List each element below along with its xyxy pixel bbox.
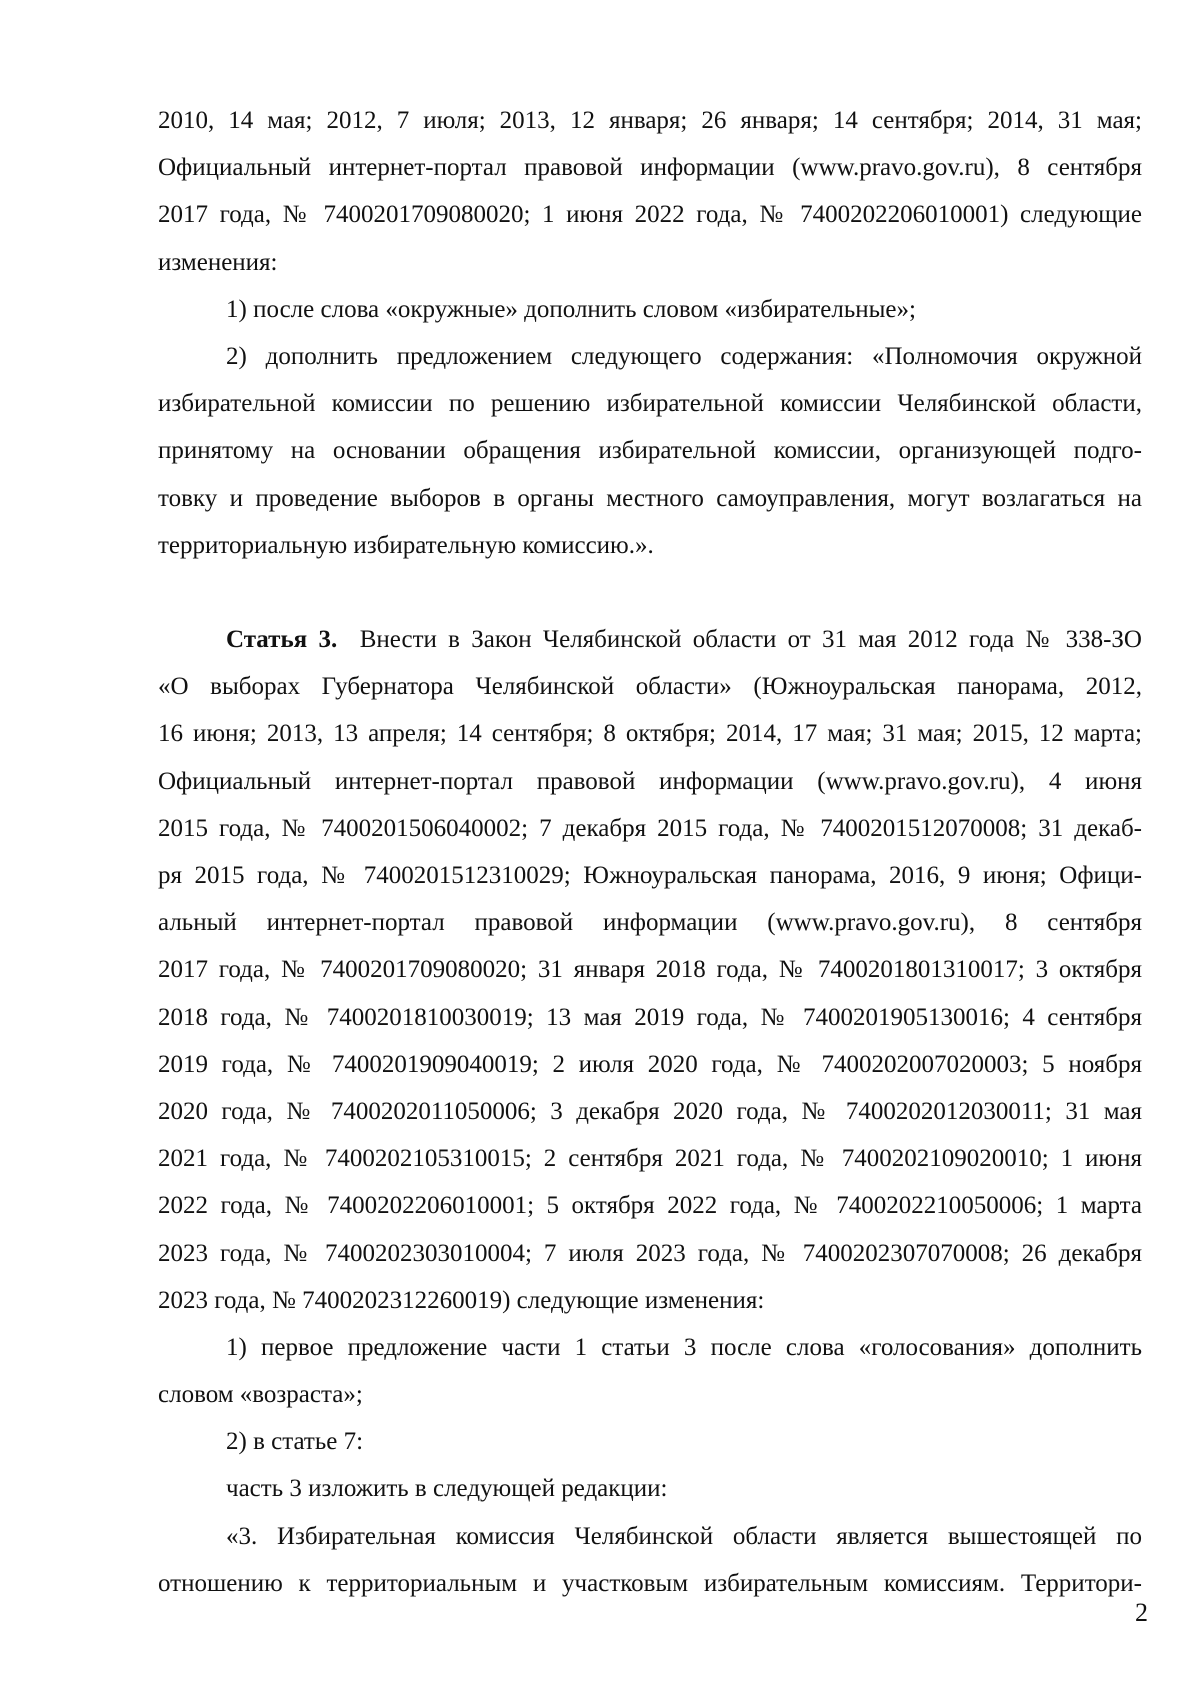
text-line: часть 3 изложить в следующей редакции: bbox=[226, 1475, 668, 1503]
text-line: товку и проведение выборов в органы местного самоуправления, могут возлагаться на bbox=[158, 484, 1142, 512]
text-line: 1) первое предложение части 1 статьи 3 после слова «голосования» дополнить bbox=[226, 1333, 1142, 1361]
page-number: 2 bbox=[1135, 1598, 1148, 1627]
text-line: 2010, 14 мая; 2012, 7 июля; 2013, 12 января; 26 января; 14 сентября; 2014, 31 мая; bbox=[158, 107, 1142, 134]
text-line: 2017 года, № 7400201709080020; 31 января 2018 года, № 7400201801310017; 3 октября bbox=[158, 956, 1142, 984]
text-line: 2023 года, № 7400202312260019) следующие изменения: bbox=[158, 1286, 765, 1314]
text-line: Официальный интернет-портал правовой информации (www.pravo.gov.ru), 8 сентября bbox=[158, 154, 1142, 182]
text-line: 2023 года, № 7400202303010004; 7 июля 2023 года, № 7400202307070008; 26 декабря bbox=[158, 1239, 1142, 1267]
text-line: Официальный интернет-портал правовой информации (www.pravo.gov.ru), 4 июня bbox=[158, 767, 1142, 795]
text-line: 1) после слова «окружные» дополнить словом «избирательные»; bbox=[226, 295, 916, 323]
article-3-quote bbox=[158, 1513, 1142, 1607]
article-heading-line bbox=[158, 616, 1142, 663]
text-line: принятому на основании обращения избирательной комиссии, организующей подго- bbox=[158, 437, 1142, 465]
list-item-2 bbox=[158, 333, 1142, 569]
text-line: 2022 года, № 7400202206010001; 5 октября 2022 года, № 7400202210050006; 1 марта bbox=[158, 1192, 1142, 1220]
text-line: 2015 года, № 7400201506040002; 7 декабря 2015 года, № 7400201512070008; 31 декаб- bbox=[158, 814, 1142, 842]
text-line: «3. Избирательная комиссия Челябинской области является вышестоящей по bbox=[226, 1522, 1142, 1550]
text-line: ря 2015 года, № 7400201512310029; Южноуральская панорама, 2016, 9 июня; Офици- bbox=[158, 862, 1142, 889]
article-title: Статья 3. bbox=[226, 626, 338, 654]
article-3-part-3 bbox=[158, 1465, 1142, 1512]
text-line: территориальную избирательную комиссию.». bbox=[158, 531, 654, 559]
document-body bbox=[158, 97, 1142, 1607]
text-line: 16 июня; 2013, 13 апреля; 14 сентября; 8 октября; 2014, 17 мая; 31 мая; 2015, 12 марта; bbox=[158, 720, 1142, 748]
article-3 bbox=[158, 616, 1142, 1324]
text-line: 2017 года, № 7400201709080020; 1 июня 2022 года, № 7400202206010001) следующие bbox=[158, 201, 1142, 229]
text-line: избирательной комиссии по решению избирательной комиссии Челябинской области, bbox=[158, 390, 1142, 418]
text-line: 2020 года, № 7400202011050006; 3 декабря 2020 года, № 7400202012030011; 31 мая bbox=[158, 1097, 1142, 1125]
text-line: 2021 года, № 7400202105310015; 2 сентября 2021 года, № 7400202109020010; 1 июня bbox=[158, 1145, 1142, 1173]
paragraph-gap bbox=[158, 569, 1142, 616]
text-line: 2) дополнить предложением следующего содержания: «Полномочия окружной bbox=[226, 342, 1142, 370]
article-text: Внести в Закон Челябинской области от 31 мая 2012 года № 338-ЗО bbox=[359, 626, 1142, 654]
text-line: 2019 года, № 7400201909040019; 2 июля 2020 года, № 7400202007020003; 5 ноября bbox=[158, 1050, 1142, 1078]
text-line: «О выборах Губернатора Челябинской области» (Южноуральская панорама, 2012, bbox=[158, 673, 1142, 701]
article-3-item-1 bbox=[158, 1324, 1142, 1418]
text-line: словом «возраста»; bbox=[158, 1381, 363, 1409]
paragraph-intro bbox=[158, 97, 1142, 286]
text-line: изменения: bbox=[158, 248, 278, 276]
list-item-1 bbox=[158, 286, 1142, 333]
text-line: 2) в статье 7: bbox=[226, 1428, 364, 1456]
text-line: альный интернет-портал правовой информации (www.pravo.gov.ru), 8 сентября bbox=[158, 909, 1142, 937]
article-3-item-2 bbox=[158, 1418, 1142, 1465]
text-line: отношению к территориальным и участковым избирательным комиссиям. Территори- bbox=[158, 1569, 1142, 1597]
text-line: 2018 года, № 7400201810030019; 13 мая 2019 года, № 7400201905130016; 4 сентября bbox=[158, 1003, 1142, 1031]
